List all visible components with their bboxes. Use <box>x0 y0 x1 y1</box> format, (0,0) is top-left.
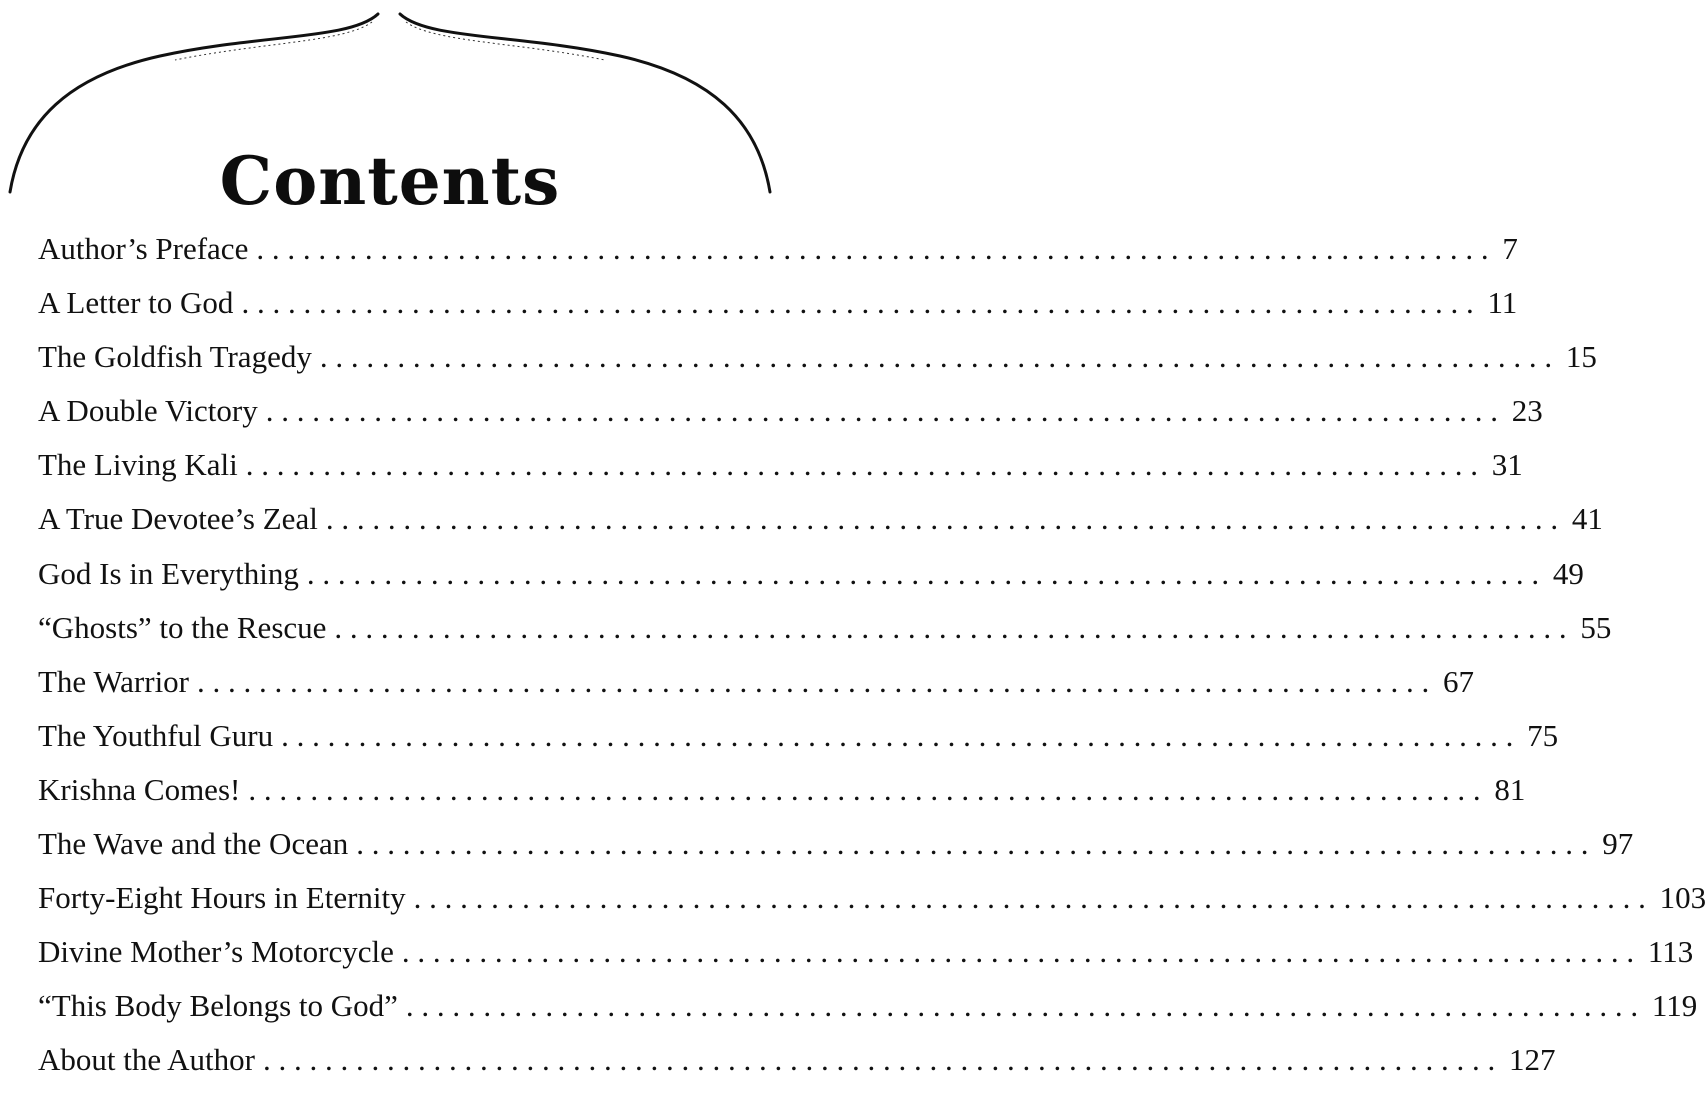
entry-title: The Warrior <box>38 663 190 699</box>
dot-leader: ................................................................................ <box>245 447 1486 483</box>
toc-entry[interactable] <box>38 979 1698 1033</box>
page-number: 81 <box>1494 771 1526 807</box>
entry-title: God Is in Everything <box>38 555 299 591</box>
entry-title: The Goldfish Tragedy <box>38 339 312 375</box>
dot-leader: ................................................................................ <box>319 339 1560 375</box>
page-number: 103 <box>1659 880 1706 916</box>
dot-leader: ................................................................................ <box>263 1042 1503 1078</box>
page-number: 75 <box>1527 717 1559 753</box>
dot-leader: ................................................................................ <box>306 555 1547 591</box>
entry-title: A Letter to God <box>38 285 234 321</box>
entry-title: The Youthful Guru <box>38 717 274 753</box>
toc-entry[interactable] <box>38 222 1518 276</box>
dot-leader: ................................................................................ <box>241 285 1482 321</box>
entry-title: The Living Kali <box>38 447 238 483</box>
page-number: 97 <box>1602 826 1634 862</box>
page-number: 67 <box>1443 663 1475 699</box>
toc-entry[interactable] <box>38 763 1526 817</box>
toc-entry[interactable] <box>38 709 1559 763</box>
toc-entry[interactable] <box>38 1033 1556 1087</box>
entry-title: Krishna Comes! <box>38 771 241 807</box>
dot-leader: ................................................................................ <box>197 663 1438 699</box>
dot-leader: ................................................................................ <box>256 231 1497 266</box>
page-number: 23 <box>1511 393 1543 429</box>
entry-title: The Wave and the Ocean <box>38 826 349 862</box>
page-number: 55 <box>1580 609 1612 645</box>
table-of-contents <box>38 222 1706 1088</box>
page-number: 15 <box>1565 339 1597 375</box>
page-number: 119 <box>1651 988 1698 1024</box>
toc-entry[interactable] <box>38 438 1523 492</box>
toc-entry[interactable] <box>38 547 1584 601</box>
dot-leader: ................................................................................ <box>334 609 1575 645</box>
toc-entry[interactable] <box>38 871 1706 925</box>
toc-entry[interactable] <box>38 384 1543 438</box>
dot-leader: ................................................................................ <box>281 717 1522 753</box>
entry-title: About the Author <box>38 1042 255 1078</box>
page-number: 127 <box>1509 1042 1556 1078</box>
toc-entry[interactable] <box>38 817 1634 871</box>
toc-entry[interactable] <box>38 330 1597 384</box>
entry-title: A True Devotee’s Zeal <box>38 501 318 537</box>
entry-title: Author’s Preface <box>38 231 249 266</box>
dot-leader: ................................................................................ <box>325 501 1566 537</box>
page-number: 49 <box>1552 555 1584 591</box>
toc-entry[interactable] <box>38 276 1518 330</box>
toc-entry[interactable] <box>38 925 1694 979</box>
entry-title: Divine Mother’s Motorcycle <box>38 934 394 970</box>
page-number: 7 <box>1502 231 1518 266</box>
entry-title: “This Body Belongs to God” <box>38 988 398 1024</box>
dot-leader: ................................................................................ <box>248 771 1489 807</box>
page-number: 11 <box>1487 285 1518 321</box>
dot-leader: ................................................................................ <box>356 826 1597 862</box>
page-number: 113 <box>1647 934 1694 970</box>
dot-leader: ................................................................................ <box>413 880 1654 916</box>
dot-leader: ................................................................................ <box>265 393 1506 429</box>
toc-entry[interactable] <box>38 601 1612 655</box>
dot-leader: ................................................................................ <box>401 934 1642 970</box>
entry-title: A Double Victory <box>38 393 258 429</box>
contents-heading: Contents <box>219 142 561 221</box>
page-number: 31 <box>1491 447 1523 483</box>
toc-entry[interactable] <box>38 492 1603 546</box>
page-number: 41 <box>1571 501 1603 537</box>
entry-title: Forty-Eight Hours in Eternity <box>38 880 406 916</box>
toc-entry[interactable] <box>38 655 1475 709</box>
dot-leader: ................................................................................ <box>405 988 1646 1024</box>
entry-title: “Ghosts” to the Rescue <box>38 609 327 645</box>
